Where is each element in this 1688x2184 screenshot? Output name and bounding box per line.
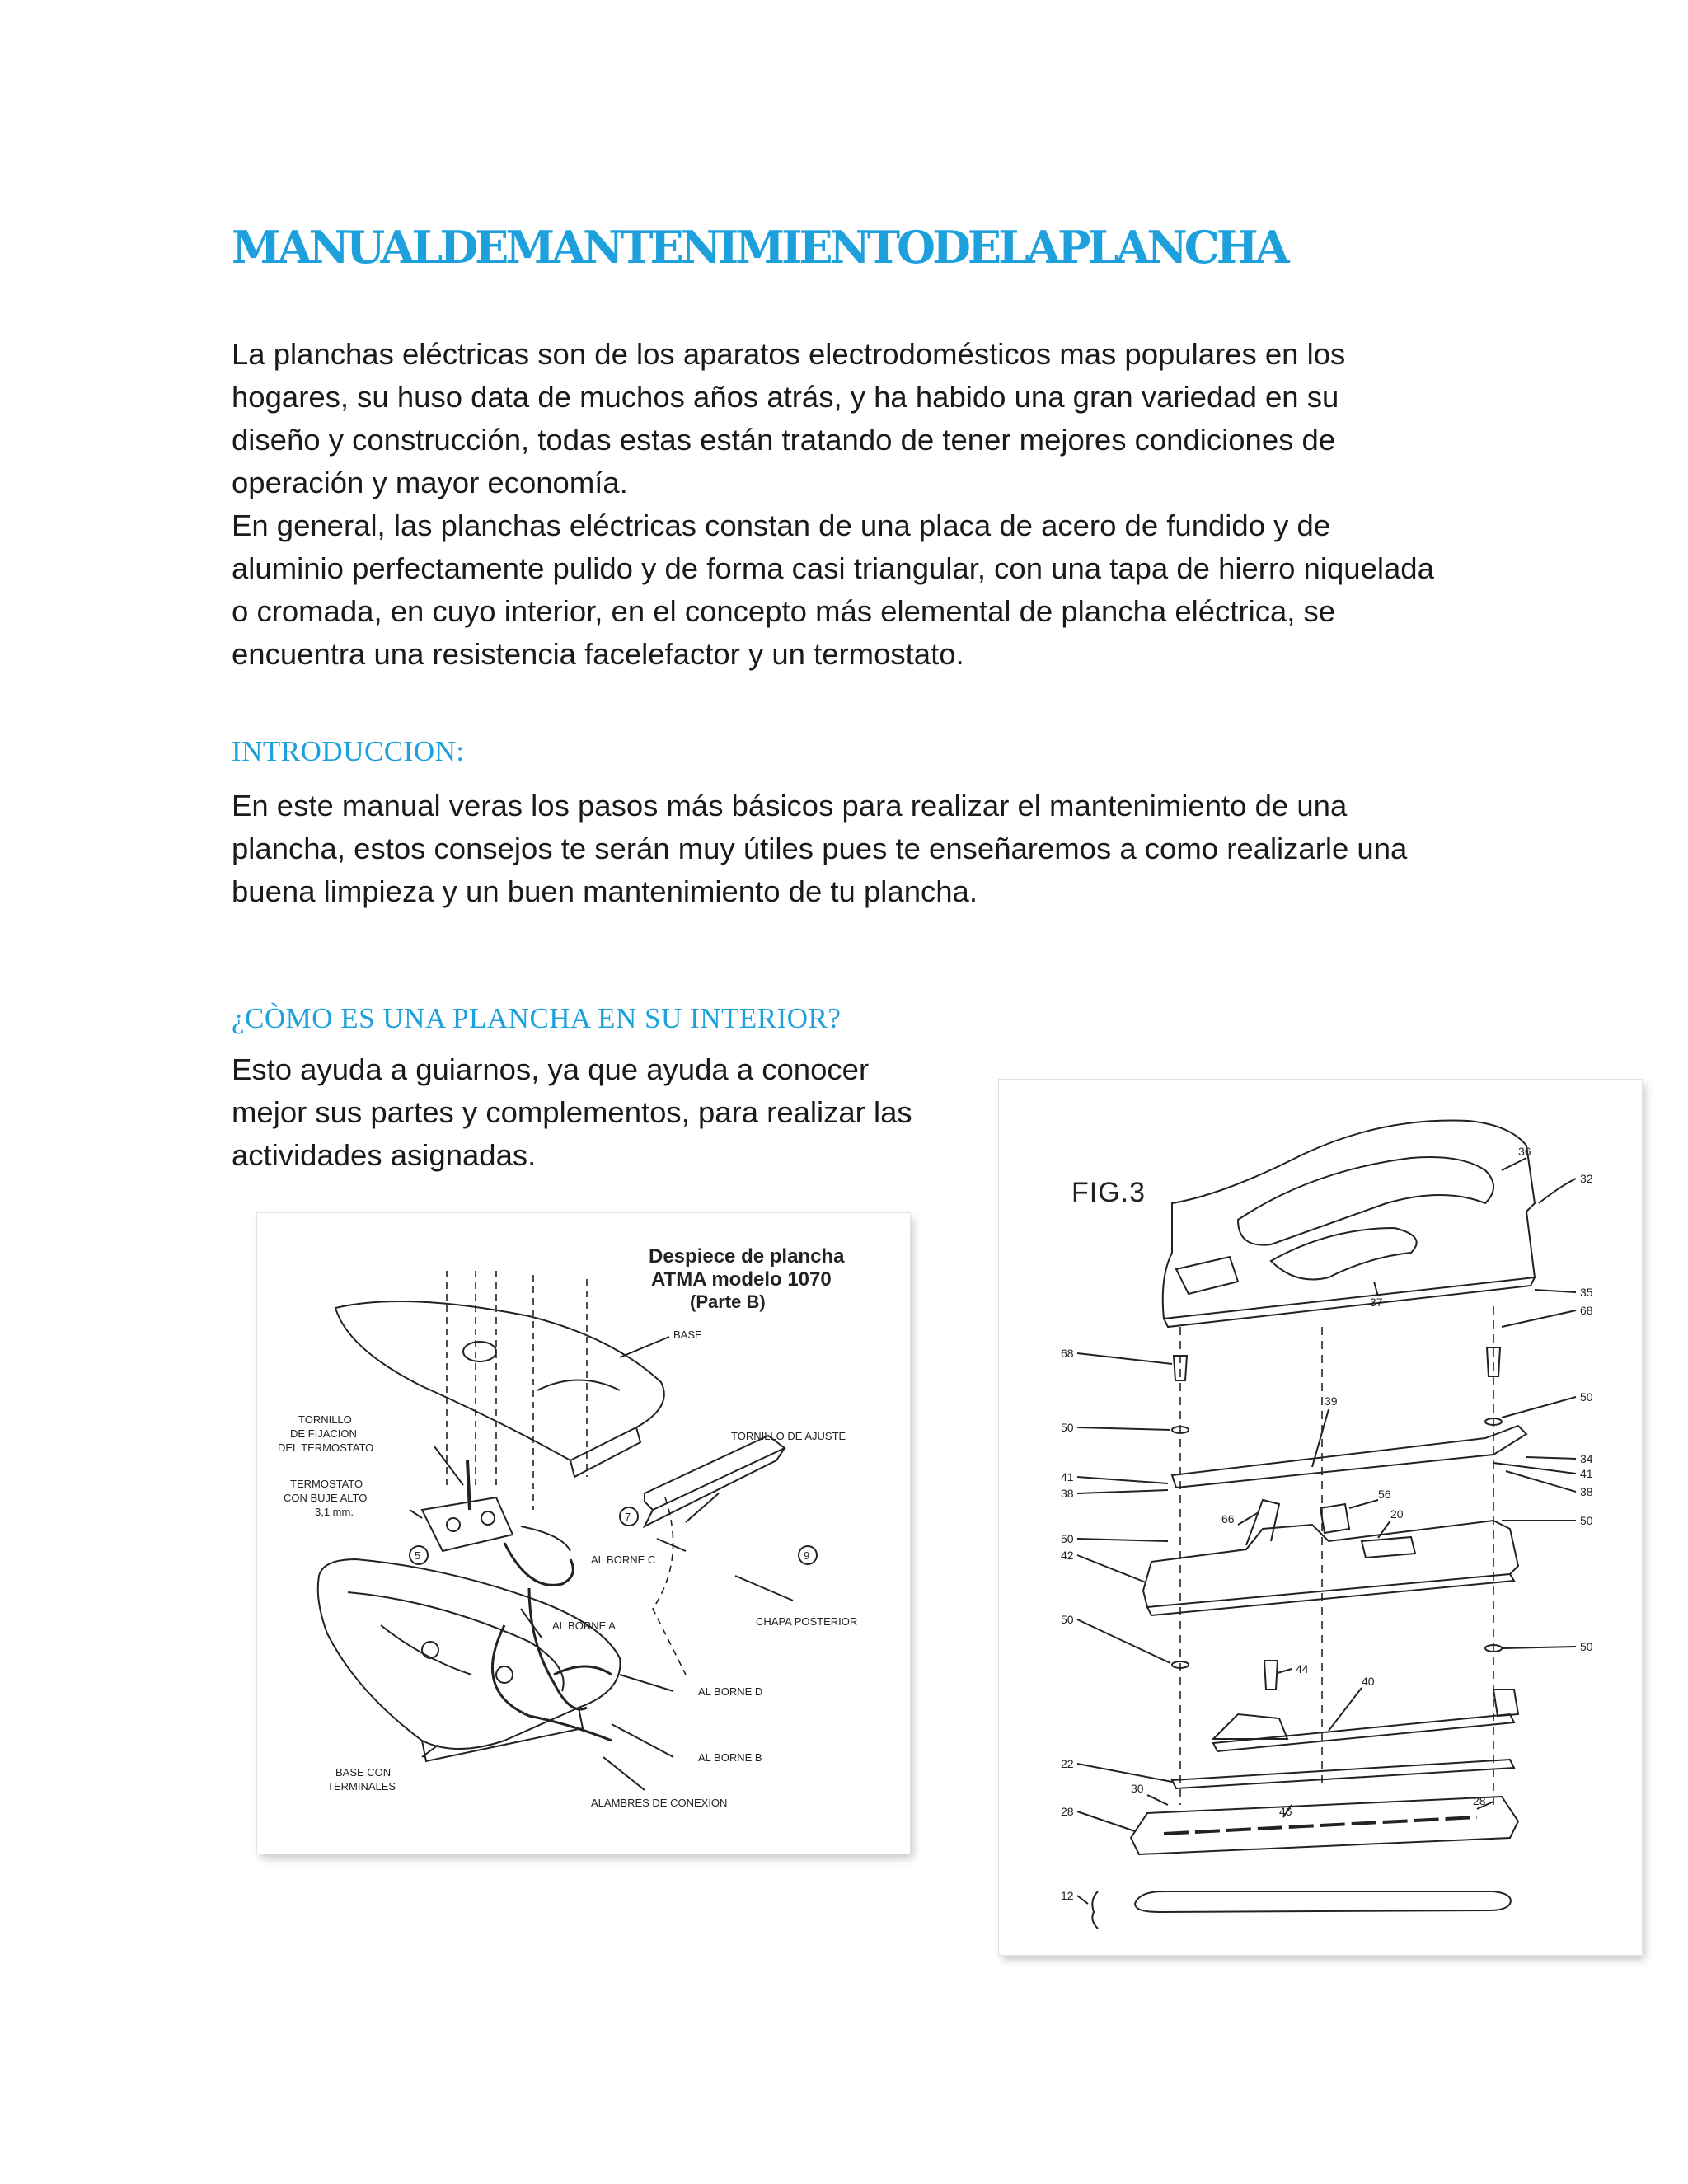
label-base-terminales-2: TERMINALES: [327, 1780, 396, 1793]
thermostat-body: [422, 1497, 513, 1551]
label-alambres: ALAMBRES DE CONEXION: [591, 1797, 728, 1809]
part-41-right: 41: [1580, 1467, 1593, 1480]
callout-5: 5: [415, 1549, 421, 1562]
label-base: BASE: [673, 1329, 702, 1341]
label-base-terminales-1: BASE CON: [335, 1766, 392, 1779]
heating-element-12: [1135, 1891, 1511, 1912]
label-chapa-posterior: CHAPA POSTERIOR: [756, 1615, 858, 1628]
iron-handle-housing: [1163, 1121, 1535, 1319]
part-50-right-1: 50: [1580, 1390, 1593, 1404]
part-50-right-2: 50: [1580, 1514, 1593, 1527]
callout-7: 7: [625, 1511, 631, 1523]
label-termostato-2: CON BUJE ALTO: [284, 1492, 368, 1504]
part-37: 37: [1370, 1296, 1383, 1309]
cover-detail: [537, 1380, 620, 1391]
introduccion-text: [232, 785, 1435, 913]
fig-left-title-3: (Parte B): [690, 1291, 766, 1312]
handle-grip: [1238, 1157, 1493, 1245]
label-tornillo-ajuste: TORNILLO DE AJUSTE: [731, 1430, 846, 1442]
iron-cover-edge: [570, 1427, 640, 1477]
part-50-right-3: 50: [1580, 1640, 1593, 1653]
part-50-left-2: 50: [1061, 1532, 1074, 1545]
label-al-borne-b: AL BORNE B: [698, 1751, 762, 1764]
intro-paragraph-2: En general, las planchas eléctricas constan de una placa de acero de fundido y de aluminio perfectamente pulido y de forma casi triangular, con una tapa de hierro niquelada o cromada, en cuyo interior, en el concepto más elemental de plancha eléctrica, se encuentra una resistencia facelefactor y un termostato.: [232, 509, 1434, 671]
part-56: [1320, 1504, 1349, 1533]
part-36: 36: [1518, 1145, 1531, 1158]
label-al-borne-a: AL BORNE A: [552, 1619, 616, 1632]
part-39: 39: [1325, 1394, 1338, 1408]
part-12: 12: [1061, 1889, 1074, 1902]
part-46: 46: [1279, 1805, 1292, 1818]
plate-22: [1172, 1760, 1514, 1788]
cover-knob-hole: [463, 1342, 496, 1361]
label-tornillo-2: DE FIJACION: [290, 1427, 357, 1440]
introduccion-paragraph: En este manual veras los pasos más básicos para realizar el mantenimiento de una plancha, estos consejos te serán muy útiles pues te enseñaremos a como realizarle una buena limpieza y un buen mantenimiento de tu plancha.: [232, 789, 1408, 908]
thermostat-40: [1213, 1714, 1287, 1739]
plate-39: [1172, 1426, 1526, 1488]
label-tornillo-1: TORNILLO: [298, 1413, 352, 1426]
part-38-left: 38: [1061, 1487, 1074, 1500]
part-28-right: 28: [1473, 1794, 1486, 1807]
screw-44: [1264, 1661, 1278, 1690]
interior-text: [232, 1048, 949, 1177]
part-68-right: 68: [1580, 1304, 1593, 1317]
intro-paragraph-1: La planchas eléctricas son de los aparatos electrodomésticos mas populares en los hogares, su huso data de muchos años atrás, y ha habido una gran variedad en su diseño y construcción, todas estas están tratando de tener mejores condiciones de operación y mayor economía.: [232, 337, 1346, 499]
introduccion-heading: INTRODUCCION:: [232, 735, 465, 767]
interior-heading: ¿CÒMO ES UNA PLANCHA EN SU INTERIOR?: [232, 1002, 842, 1034]
part-35: 35: [1580, 1286, 1593, 1299]
label-termostato-3: 3,1 mm.: [315, 1506, 354, 1518]
interior-paragraph: Esto ayuda a guiarnos, ya que ayuda a conocer mejor sus partes y complementos, para realizar las actividades asignadas.: [232, 1052, 912, 1172]
part-44: 44: [1296, 1662, 1309, 1675]
atma-diagram-svg: [257, 1213, 910, 1854]
exploded-diagram-fig3: [999, 1080, 1642, 1955]
part-50-left-1: 50: [1061, 1421, 1074, 1434]
callout-9: 9: [804, 1549, 810, 1562]
part-34: 34: [1580, 1452, 1593, 1465]
part-50-left-3: 50: [1061, 1613, 1074, 1626]
iron-base-shape: [318, 1559, 621, 1749]
part-20: 20: [1390, 1507, 1404, 1521]
label-al-borne-c: AL BORNE C: [591, 1554, 656, 1566]
label-al-borne-d: AL BORNE D: [698, 1685, 763, 1698]
part-40: 40: [1362, 1675, 1375, 1688]
part-68-left: 68: [1061, 1347, 1074, 1360]
part-41-left: 41: [1061, 1470, 1074, 1483]
thermostat-bolt: [447, 1518, 460, 1531]
intro-text-block: [232, 333, 1435, 676]
exploded-diagram-atma: [257, 1213, 910, 1854]
fig-left-title-1: Despiece de plancha: [649, 1245, 845, 1268]
iron-cover-shape: [335, 1301, 664, 1460]
chassis-42: [1143, 1521, 1518, 1607]
part-38-right: 38: [1580, 1485, 1593, 1498]
label-tornillo-3: DEL TERMOSTATO: [278, 1441, 374, 1454]
part-56: 56: [1378, 1488, 1391, 1501]
fig3-title: FIG.3: [1071, 1177, 1146, 1208]
label-termostato-1: TERMOSTATO: [290, 1478, 363, 1490]
part-22: 22: [1061, 1757, 1074, 1770]
fig3-diagram-svg: [999, 1080, 1642, 1955]
part-32: 32: [1580, 1172, 1593, 1185]
fig-left-title-2: ATMA modelo 1070: [651, 1268, 832, 1291]
part-28-left: 28: [1061, 1805, 1074, 1818]
document-title: MANUALDEMANTENIMIENTODELAPLANCHA: [232, 221, 1287, 274]
part-66: 66: [1221, 1512, 1235, 1526]
part-42: 42: [1061, 1549, 1074, 1562]
part-30: 30: [1131, 1782, 1144, 1795]
